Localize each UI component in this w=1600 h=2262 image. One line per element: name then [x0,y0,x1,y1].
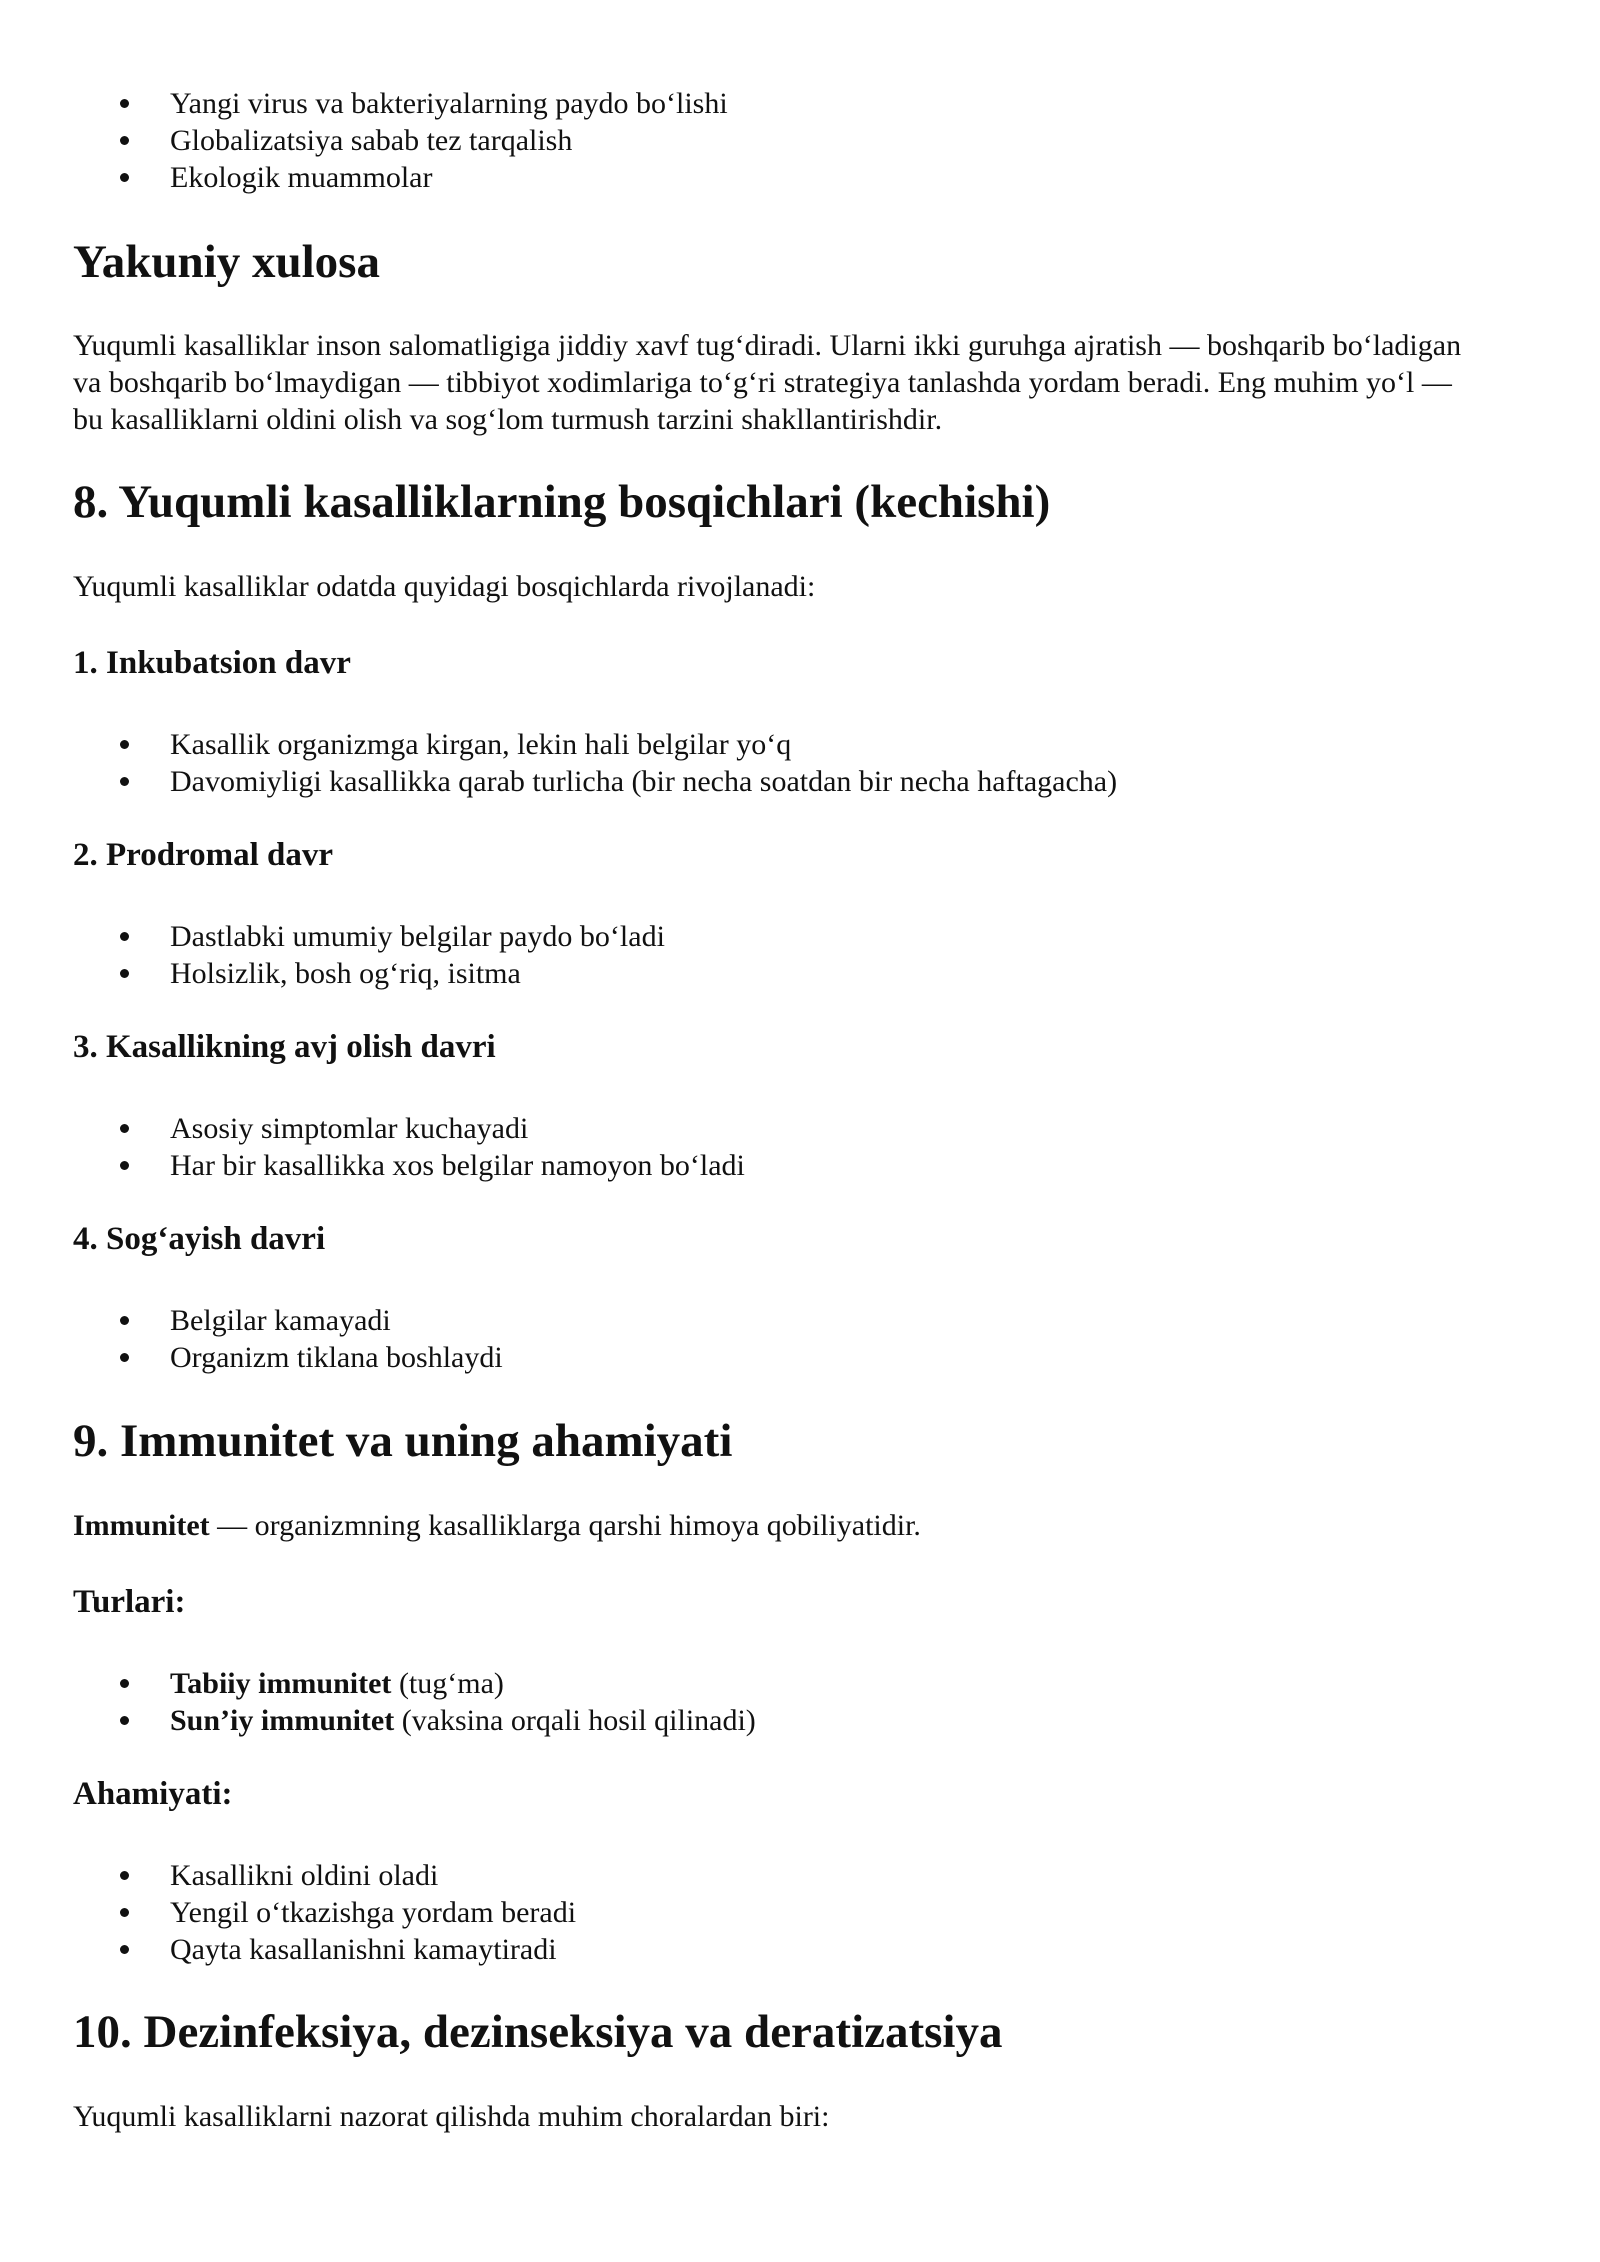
bullet-icon [120,740,129,749]
bullet-icon [120,1353,129,1362]
bullet-icon [120,1316,129,1325]
types-title: Turlari: [73,1584,186,1620]
section-8-heading: 8. Yuqumli kasalliklarning bosqichlari (kechishi) [73,476,1051,528]
bullet-icon [120,173,129,182]
section-8-intro: Yuqumli kasalliklar odatda quyidagi bosqichlarda rivojlanadi: [73,570,816,603]
bullet-icon [120,1679,129,1688]
bullet-icon [120,1716,129,1725]
immunity-definition [73,1507,921,1544]
bullet-icon [120,777,129,786]
bullet-icon [120,1908,129,1917]
stage-2-title: 2. Prodromal davr [73,837,334,873]
section-9-heading: 9. Immunitet va uning ahamiyati [73,1415,733,1467]
bullet-icon [120,1871,129,1880]
type-term: Tabiiy immunitet [170,1667,392,1700]
bullet-icon [120,1161,129,1170]
stage-1-title: 1. Inkubatsion davr [73,645,351,681]
section-10-intro: Yuqumli kasalliklarni nazorat qilishda muhim choralardan biri: [73,2100,830,2133]
bullet-icon [120,932,129,941]
bullet-icon [120,136,129,145]
conclusion-line: bu kasalliklarni oldini olish va sog‘lom turmush tarzini shakllantirishdir. [73,403,943,436]
importance-title: Ahamiyati: [73,1776,233,1812]
stage-3-title: 3. Kasallikning avj olish davri [73,1029,496,1065]
type-desc: (tug‘ma) [391,1667,504,1700]
bullet-icon [120,969,129,978]
bullet-icon [120,1945,129,1954]
conclusion-heading: Yakuniy xulosa [73,236,380,288]
section-10-heading: 10. Dezinfeksiya, dezinseksiya va deratizatsiya [73,2006,1003,2058]
definition-term: Immunitet [73,1509,210,1542]
stage-4-title: 4. Sog‘ayish davri [73,1221,326,1257]
type-desc: (vaksina orqali hosil qilinadi) [394,1704,756,1737]
conclusion-line: Yuqumli kasalliklar inson salomatligiga jiddiy xavf tug‘diradi. Ularni ikki guruhga ajratish — boshqarib bo‘ladigan [73,329,1462,362]
document-page: Yangi virus va bakteriyalarning paydo bo‘lishi Globalizatsiya sabab tez tarqalish Ekologik muammolar Yakuniy xulosa Yuqumli kasalliklar inson salomatligiga jiddiy xavf tug‘diradi. Ularni ikki guruhga ajratish — boshqarib bo‘ladigan va boshqarib bo‘lmaydigan — tibbiyot xodimlariga to‘g‘ri strategiya tanlashda yordam beradi. Eng muhim yo‘l — bu kasalliklarni oldini olish va sog‘lom turmush tarzini shakllantirishdir. 8. Yuqumli kasalliklarning bosqichlari (kechishi) Yuqumli kasalliklar odatda quyidagi bosqichlarda rivojlanadi: 1. Inkubatsion davr Kasallik organizmga kirgan, lekin hali belgilar yo‘q Davomiyligi kasallikka qarab turlicha (bir necha soatdan bir necha haftagacha) 2. Prodromal davr Dastlabki umumiy belgilar paydo bo‘ladi Holsizlik, bosh og‘riq, isitma 3. Kasallikning avj olish davri Asosiy simptomlar kuchayadi Har bir kasallikka xos belgilar namoyon bo‘ladi 4. Sog‘ayish davri Belgilar kamayadi Organizm tiklana boshlaydi 9. Immunitet va uning ahamiyati Immunitet — organizmning kasalliklarga qarshi himoya qobiliyatidir. Turlari: Tabiiy immunitet (tug‘ma) Sun’iy immunitet (vaksina orqali hosil qilinadi) Ahamiyati: Kasallikni oldini oladi Yengil o‘tkazishga yordam beradi Qayta kasallanishni kamaytiradi 10. Dezinfeksiya, dezinseksiya va deratizatsiya Yuqumli kasalliklarni nazorat qilishda muhim choralardan biri: [73,87,1462,2133]
conclusion-line: va boshqarib bo‘lmaydigan — tibbiyot xodimlariga to‘g‘ri strategiya tanlashda yordam beradi. Eng muhim yo‘l — [73,366,1452,399]
bullet-icon [120,1124,129,1133]
bullet-icon [120,99,129,108]
type-term: Sun’iy immunitet [170,1704,395,1737]
definition-text: — organizmning kasalliklarga qarshi himoya qobiliyatidir. [209,1509,921,1542]
